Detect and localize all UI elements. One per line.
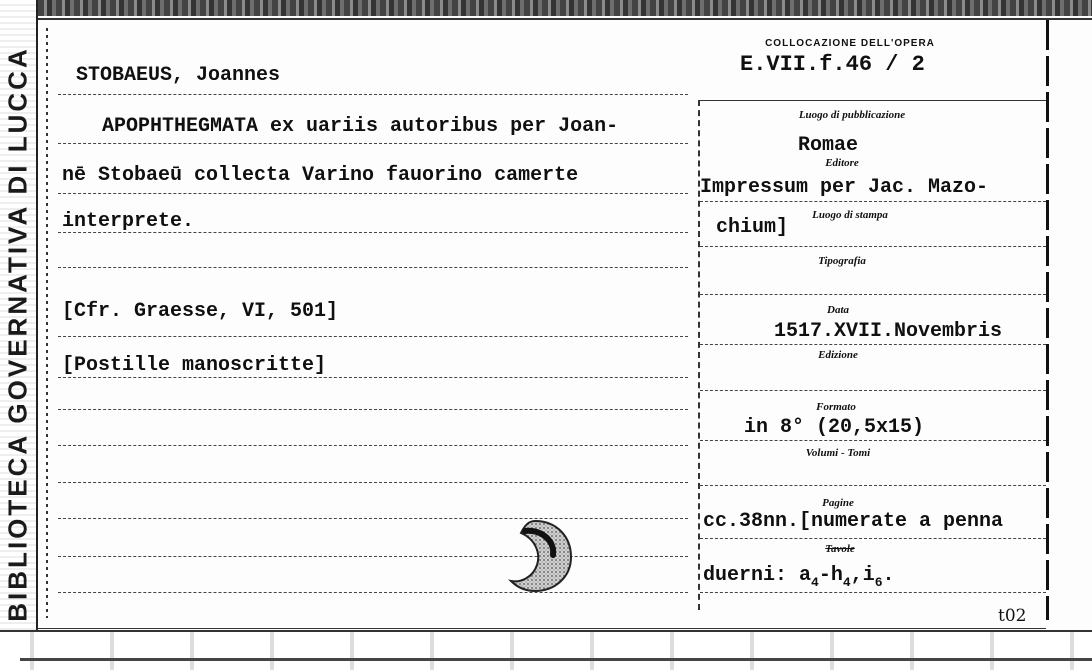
tavole-value <box>703 566 895 589</box>
note-graesse: [Cfr. Graesse, VI, 501] <box>62 300 339 323</box>
scan-bottom-edge <box>0 630 1092 670</box>
rule-line <box>700 344 1046 345</box>
rule-line <box>58 94 688 95</box>
library-stamp-strip <box>0 0 38 668</box>
rule-line <box>58 592 688 593</box>
data-value: 1517.XVII.Novembris <box>774 320 1003 343</box>
edizione-label: Edizione <box>818 349 858 361</box>
editore-value-line2: chium] <box>716 216 789 239</box>
tavole-sig-i: ,i <box>850 564 875 587</box>
volumi-label: Volumi - Tomi <box>805 447 871 459</box>
author-name: STOBAEUS, Joannes <box>76 64 281 87</box>
rule-line <box>700 440 1046 441</box>
rule-line <box>58 556 688 557</box>
rule-line <box>700 201 1046 202</box>
collocazione-value: E.VII.f.46 / 2 <box>740 52 925 77</box>
rule-line <box>58 518 688 519</box>
scan-bottom-line <box>20 658 1092 661</box>
rule-line <box>58 336 688 337</box>
handwritten-page-note: t02 <box>998 606 1027 626</box>
scan-top-edge <box>20 0 1092 16</box>
luogo-pubblicazione-label: Luogo di pubblicazione <box>798 109 906 121</box>
editore-label: Editore <box>825 157 859 169</box>
tavole-sub-i: 6 <box>874 575 883 590</box>
card-punch-hole <box>495 515 575 595</box>
card-right-edge <box>1046 20 1049 620</box>
scan-top-line <box>20 18 1092 20</box>
tavole-sub-h: 4 <box>842 575 851 590</box>
title-line-1: APOPHTHEGMATA ex uariis autoribus per Joan- <box>102 115 619 138</box>
pagine-value: cc.38nn.[numerate a penna <box>703 510 1004 533</box>
rule-line <box>700 538 1046 539</box>
rule-line <box>58 445 688 446</box>
tavole-label: Tavole <box>825 543 855 555</box>
pagine-label: Pagine <box>822 497 854 509</box>
library-stamp-text: BIBLIOTECA GOVERNATIVA DI LUCCA <box>2 46 33 622</box>
rule-line <box>700 294 1046 295</box>
rule-line <box>58 232 688 233</box>
tavole-sig-h: -h <box>818 564 843 587</box>
rule-line <box>58 409 688 410</box>
formato-value: in 8° (20,5x15) <box>744 416 925 439</box>
rule-line <box>700 100 1046 101</box>
card-bottom-rule <box>36 628 1046 629</box>
collocazione-label: COLLOCAZIONE DELL'OPERA <box>765 38 935 49</box>
rule-line <box>58 193 688 194</box>
tavole-sub-a: 4 <box>811 575 819 590</box>
card-left-margin <box>46 28 48 618</box>
title-line-2: nē Stobaeū collecta Varino fauorino camerte <box>62 164 579 187</box>
formato-label: Formato <box>816 401 856 413</box>
rule-line <box>700 390 1046 391</box>
rule-line <box>58 267 688 268</box>
rule-line <box>700 485 1046 486</box>
data-label: Data <box>827 304 849 316</box>
tavole-sig-a: a <box>799 564 812 587</box>
rule-line <box>58 377 688 378</box>
tavole-prefix: duerni: <box>703 564 788 587</box>
rule-line <box>58 143 688 144</box>
editore-value-line1: Impressum per Jac. Mazo- <box>700 176 989 199</box>
luogo-stampa-label: Luogo di stampa <box>812 209 888 221</box>
luogo-pubblicazione-value: Romae <box>798 134 859 157</box>
rule-line <box>700 246 1046 247</box>
tipografia-label: Tipografia <box>818 255 866 267</box>
note-postille: [Postille manoscritte] <box>62 354 327 377</box>
title-line-3: interprete. <box>62 210 195 233</box>
tavole-suffix: . <box>882 564 895 587</box>
rule-line <box>700 592 1046 593</box>
rule-line <box>58 482 688 483</box>
